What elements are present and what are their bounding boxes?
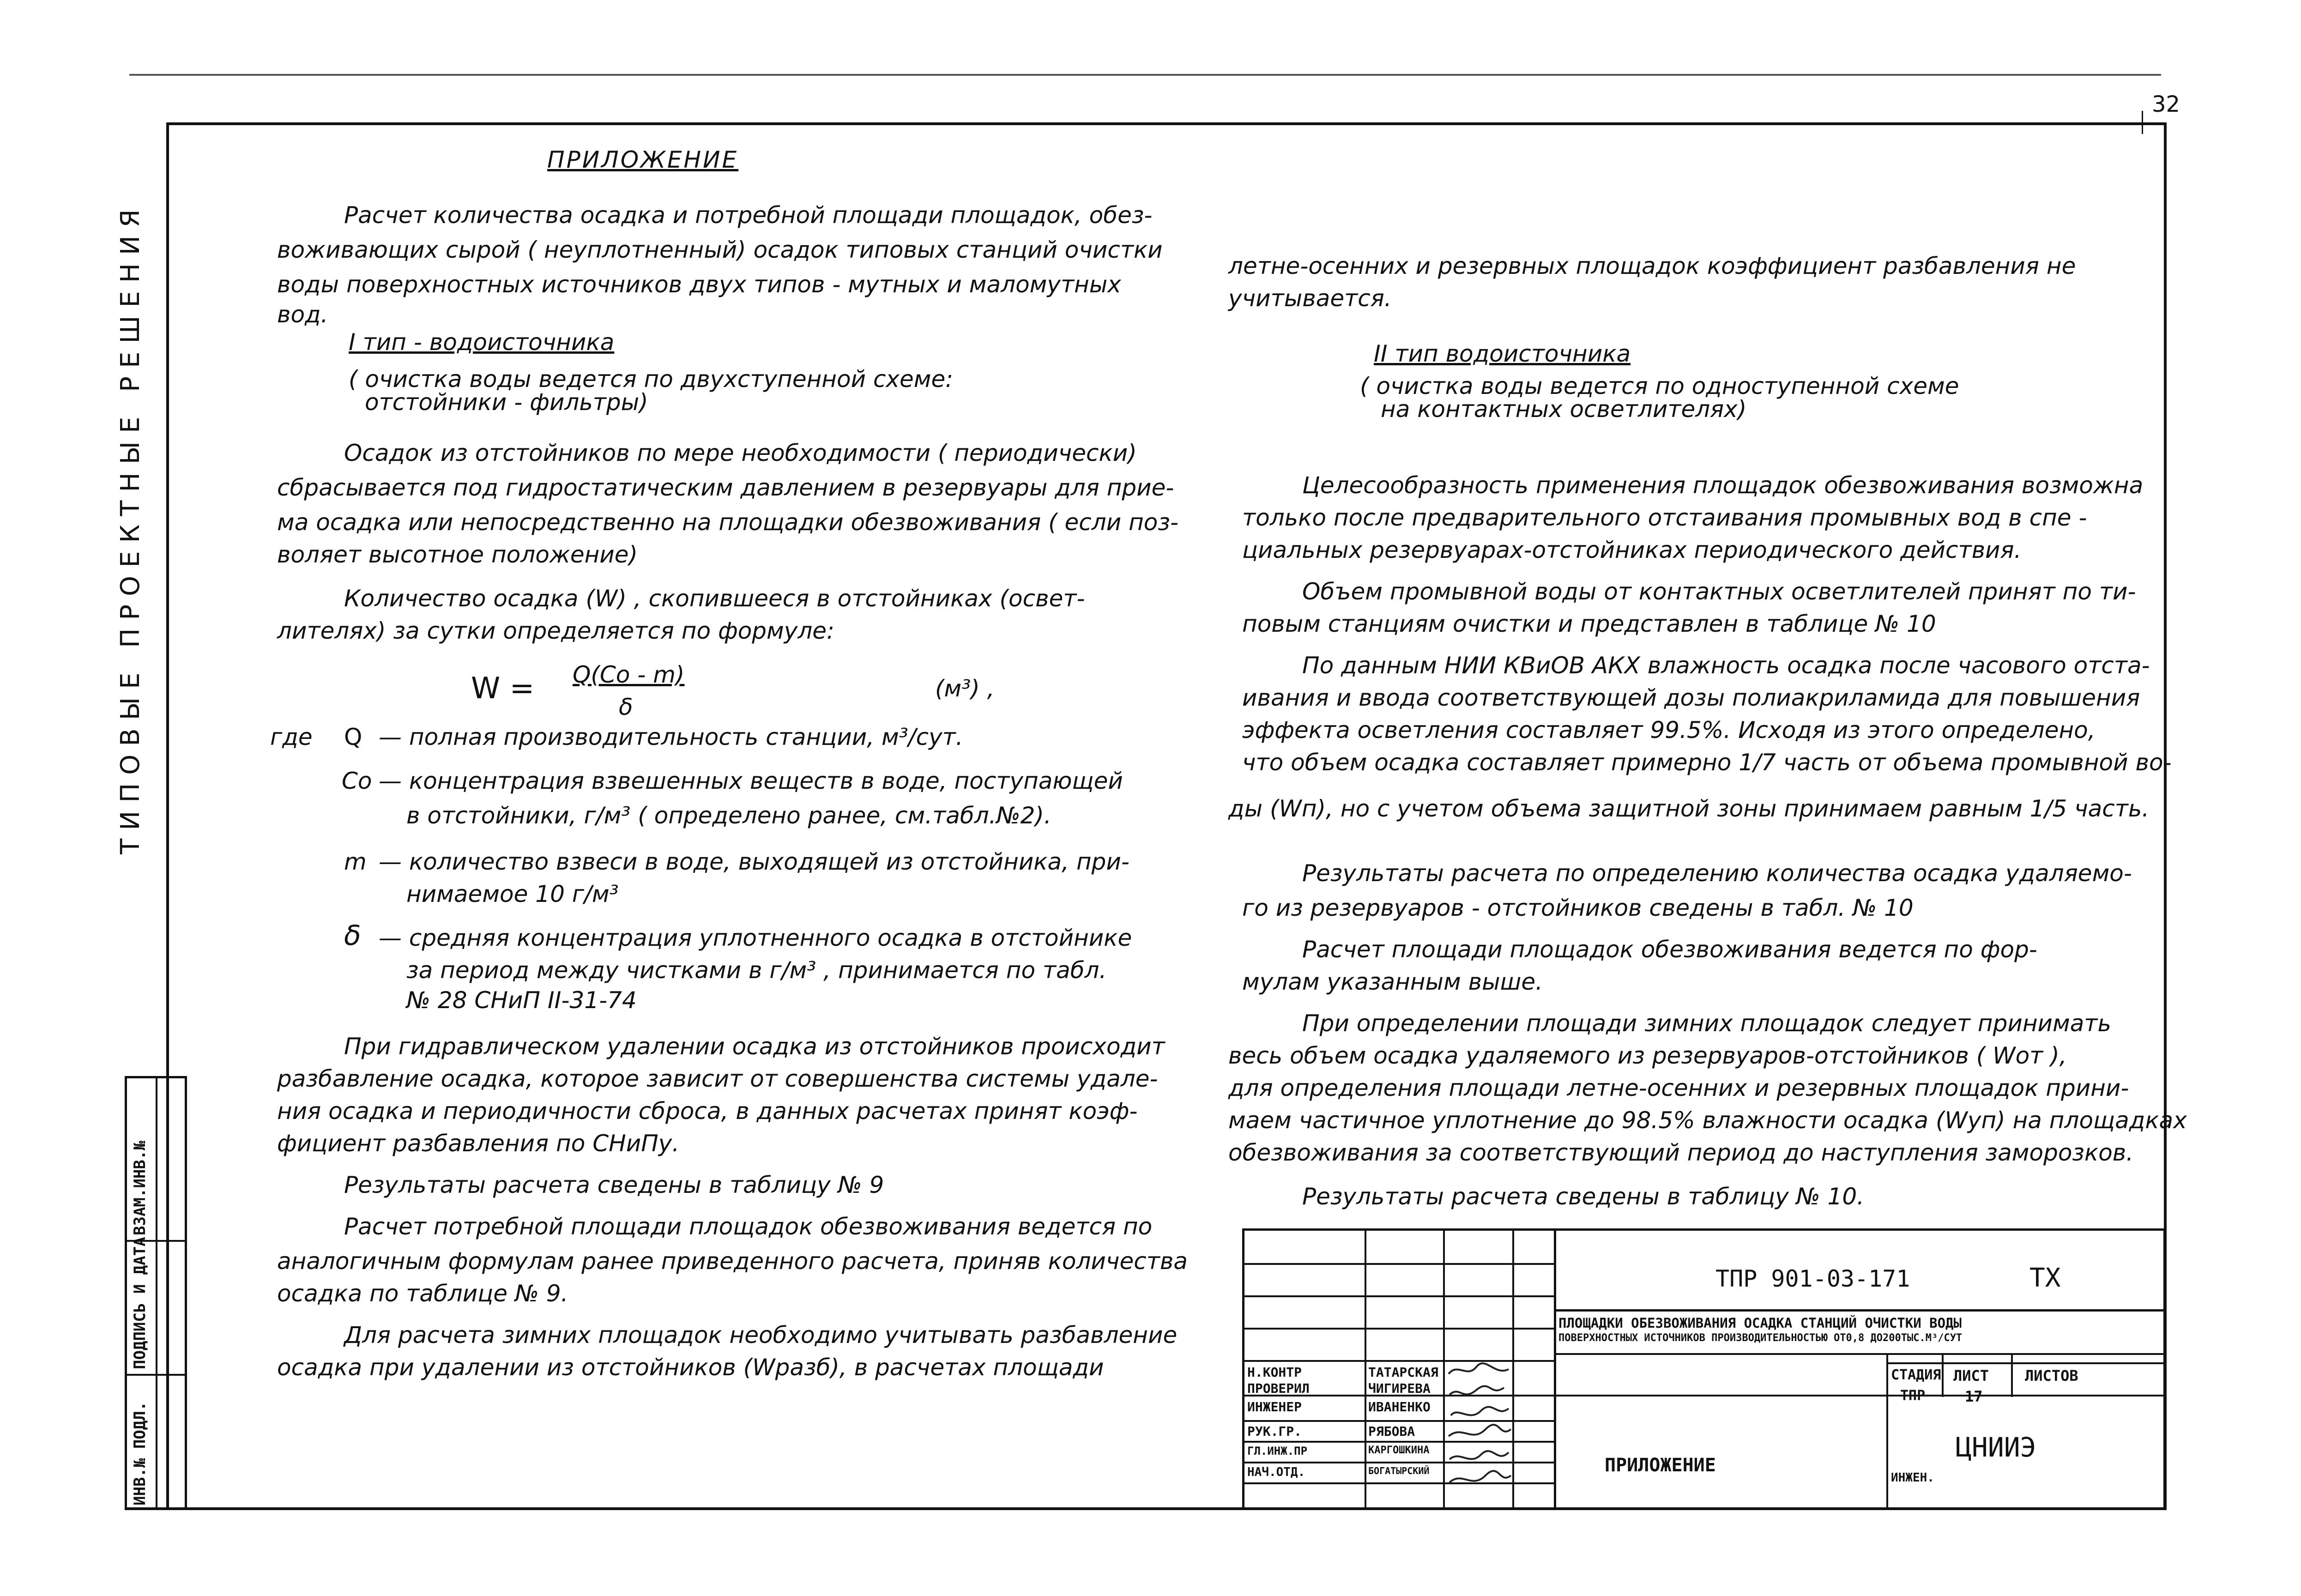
tb-sheets-head: ЛИСТОВ — [2025, 1367, 2078, 1384]
tb-v-right-1 — [1886, 1353, 1888, 1508]
type1-sub-1: ( очистка воды ведется по двухступенной схеме: — [349, 366, 954, 393]
tb-role-2: ПРОВЕРИЛ — [1247, 1381, 1310, 1396]
stamp-label-inv: ИНВ.№ ПОДЛ. — [131, 1401, 149, 1505]
p5-line-2: аналогичным формулам ранее приведенного расчета, приняв количества — [277, 1248, 1188, 1275]
r-p3-line-5: ды (Wп), но с учетом объема защитной зоны принимаем равным 1/5 часть. — [1228, 795, 2150, 822]
p6-line-1: Для расчета зимних площадок необходимо учитывать разбавление — [344, 1322, 1178, 1348]
top-border — [129, 74, 2161, 76]
p2-line-1: Количество осадка (W) , скопившееся в отстойниках (освет- — [344, 585, 1085, 612]
var-delta-desc-3: № 28 СНиП II-31-74 — [406, 987, 637, 1014]
r-p3-line-2: ивания и ввода соответствующей дозы полиакриламида для повышения — [1242, 684, 2140, 711]
r-p5-line-2: мулам указанным выше. — [1242, 968, 1543, 995]
tb-title-1: ПЛОЩАДКИ ОБЕЗВОЖИВАНИЯ ОСАДКА СТАНЦИЙ ОЧИСТКИ ВОДЫ — [1558, 1315, 1962, 1331]
p1-line-2: сбрасывается под гидростатическим давлением в резервуары для прие- — [277, 474, 1174, 501]
var-Co-sym: Cо — [342, 768, 372, 794]
intro-line-3: воды поверхностных источников двух типов - мутных и маломутных — [277, 271, 1121, 298]
tb-title-2: ПОВЕРХНОСТНЫХ ИСТОЧНИКОВ ПРОИЗВОДИТЕЛЬНОСТЬЮ ОТ0,8 ДО200ТЫС.М³/СУТ — [1558, 1332, 1963, 1344]
tb-mark: ТХ — [2029, 1263, 2061, 1293]
p4-line: Результаты расчета сведены в таблицу № 9 — [344, 1172, 884, 1198]
type1-title: I тип - водоисточника — [349, 329, 615, 356]
tb-role-4: РУК.ГР. — [1247, 1424, 1302, 1439]
r-p2-line-1: Объем промывной воды от контактных осветлителей принят по ти- — [1302, 578, 2136, 605]
r-p5-line-1: Расчет площади площадок обезвоживания ведется по фор- — [1302, 936, 2037, 963]
left-stamp — [125, 1076, 187, 1510]
tb-name-1: ТАТАРСКАЯ — [1368, 1365, 1438, 1380]
var-m-desc-1: — количество взвеси в воде, выходящей из отстойника, при- — [379, 848, 1129, 875]
r-p1-line-2: только после предварительного отстаивания промывных вод в спе - — [1242, 504, 2087, 531]
tb-v-right-3 — [2011, 1353, 2013, 1397]
tb-h2 — [1244, 1295, 1554, 1297]
r-p6-line-3: для определения площади летне-осенних и резервных площадок прини- — [1228, 1075, 2129, 1101]
tb-name-6: БОГАТЫРСКИЙ — [1368, 1465, 1430, 1476]
r-p6-line-4: маем частичное уплотнение до 98.5% влажности осадка (Wуп) на площадках — [1228, 1107, 2187, 1134]
r-p4-line-2: го из резервуаров - отстойников сведены в табл. № 10 — [1242, 895, 1914, 921]
tb-h1 — [1244, 1263, 1554, 1265]
var-Q-sym: Q — [344, 724, 362, 750]
tb-role-1: Н.КОНТР — [1247, 1365, 1302, 1380]
tb-v-right-2 — [1942, 1353, 1944, 1397]
tb-name-5: КАРГОШКИНА — [1368, 1445, 1430, 1456]
p3-line-4: фициент разбавления по СНиПу. — [277, 1130, 680, 1157]
r-p3-line-4: что объем осадка составляет примерно 1/7 часть от объема промывной во- — [1242, 749, 2172, 776]
tb-org-sub: ИНЖЕН. — [1891, 1471, 1934, 1485]
formula-lhs: W = — [471, 671, 535, 706]
frame-top — [166, 122, 2166, 125]
r-p2-line-2: повым станциям очистки и представлен в таблице № 10 — [1242, 611, 1936, 637]
tb-h3 — [1244, 1328, 1554, 1330]
title-block — [1242, 1228, 2166, 1510]
var-delta-sym: δ — [344, 919, 361, 952]
type1-sub-2: отстойники - фильтры) — [365, 389, 648, 416]
tb-sheet: 17 — [1965, 1388, 1983, 1405]
r-cont-1: летне-осенних и резервных площадок коэффициент разбавления не — [1228, 253, 2076, 279]
r-p4-line-1: Результаты расчета по определению количества осадка удаляемо- — [1302, 860, 2132, 887]
tb-role-3: ИНЖЕНЕР — [1247, 1399, 1302, 1415]
p3-line-3: ния осадка и периодичности сброса, в данных расчетах принят коэф- — [277, 1098, 1138, 1124]
tb-org: ЦНИИЭ — [1956, 1432, 2036, 1463]
tb-name-4: РЯБОВА — [1368, 1424, 1415, 1439]
tb-sheet-name: ПРИЛОЖЕНИЕ — [1605, 1455, 1716, 1476]
formula-unit: (м³) , — [935, 675, 995, 702]
tb-doc-code: ТПР 901-03-171 — [1715, 1265, 1910, 1292]
formula-denominator: δ — [619, 694, 633, 720]
r-p6-line-1: При определении площади зимних площадок следует принимать — [1302, 1010, 2111, 1037]
var-delta-desc-1: — средняя концентрация уплотненного осадка в отстойнике — [379, 925, 1132, 951]
where-word: где — [270, 724, 313, 750]
page-number: 32 — [2152, 91, 2180, 117]
r-p7-line: Результаты расчета сведены в таблицу № 10. — [1302, 1183, 1865, 1210]
p1-line-4: воляет высотное положение) — [277, 541, 638, 568]
r-p3-line-1: По данным НИИ КВиОВ АКХ влажность осадка после часового отста- — [1302, 652, 2150, 679]
p2-line-2: лителях) за сутки определяется по формуле: — [277, 617, 834, 644]
tb-role-6: НАЧ.ОТД. — [1247, 1465, 1305, 1479]
side-title: ТИПОВЫЕ ПРОЕКТНЫЕ РЕШЕНИЯ — [115, 201, 145, 854]
p6-line-2: осадка при удалении из отстойников (Wразб), в расчетах площади — [277, 1354, 1104, 1381]
r-p3-line-3: эффекта осветления составляет 99.5%. Исходя из этого определено, — [1242, 717, 2096, 744]
formula-numerator: Q(Cо - m) — [573, 661, 685, 688]
tb-h-right-2 — [1886, 1362, 2163, 1364]
p5-line-1: Расчет потребной площади площадок обезвоживания ведется по — [344, 1213, 1153, 1240]
p3-line-1: При гидравлическом удалении осадка из отстойников происходит — [344, 1033, 1165, 1060]
tb-v4 — [1554, 1231, 1556, 1508]
var-Co-desc-2: в отстойники, г/м³ ( определено ранее, см.табл.№2). — [406, 802, 1051, 829]
var-delta-desc-2: за период между чистками в г/м³ , принимается по табл. — [406, 957, 1107, 984]
p5-line-3: осадка по таблице № 9. — [277, 1280, 568, 1307]
r-p1-line-1: Целесообразность применения площадок обезвоживания возможна — [1302, 472, 2144, 499]
type2-title: II тип водоисточника — [1374, 340, 1631, 367]
tb-h-right-3 — [1554, 1353, 2163, 1355]
tb-name-3: ИВАНЕНКО — [1368, 1399, 1431, 1415]
var-Q-desc: — полная производительность станции, м³/сут. — [379, 724, 963, 750]
intro-line-2: воживающих сырой ( неуплотненный) осадок типовых станций очистки — [277, 236, 1163, 263]
r-p1-line-3: циальных резервуарах-отстойниках периодического действия. — [1242, 537, 2022, 563]
tb-stage: ТПР — [1900, 1388, 1926, 1404]
intro-line-4: вод. — [277, 301, 328, 328]
tb-role-5: ГЛ.ИНЖ.ПР — [1247, 1445, 1308, 1457]
r-p6-line-2: весь объем осадка удаляемого из резервуаров-отстойников ( Wот ), — [1228, 1042, 2067, 1069]
type2-sub-2: на контактных осветлителях) — [1381, 396, 1747, 423]
page-number-tick — [2142, 111, 2143, 134]
type2-sub-1: ( очистка воды ведется по одноступенной схеме — [1360, 373, 1959, 399]
p3-line-2: разбавление осадка, которое зависит от совершенства системы удале- — [277, 1065, 1158, 1092]
tb-sheet-head: ЛИСТ — [1953, 1367, 1989, 1384]
tb-v1 — [1365, 1231, 1366, 1508]
p1-line-1: Осадок из отстойников по мере необходимости ( периодически) — [344, 440, 1137, 466]
tb-name-2: ЧИГИРЕВА — [1368, 1381, 1431, 1396]
tb-stage-head: СТАДИЯ — [1891, 1367, 1941, 1383]
intro-line-1: Расчет количества осадка и потребной площади площадок, обез- — [344, 202, 1153, 229]
signatures — [1444, 1360, 1513, 1508]
r-p6-line-5: обезвоживания за соответствующий период до наступления заморозков. — [1228, 1139, 2134, 1166]
stamp-label-sign: ПОДПИСЬ И ДАТА — [131, 1237, 149, 1369]
var-m-sym: m — [344, 848, 367, 875]
appendix-heading: ПРИЛОЖЕНИЕ — [547, 146, 739, 173]
stamp-label-replace: ВЗАМ.ИНВ.№ — [131, 1141, 149, 1235]
p1-line-3: ма осадка или непосредственно на площадки обезвоживания ( если поз- — [277, 509, 1179, 536]
stamp-sep-2 — [127, 1374, 187, 1376]
r-cont-2: учитывается. — [1228, 285, 1392, 312]
var-Co-desc-1: — концентрация взвешенных веществ в воде, поступающей — [379, 768, 1123, 794]
stamp-divider — [156, 1078, 157, 1508]
tb-h-right-1 — [1554, 1309, 2163, 1312]
var-m-desc-2: нимаемое 10 г/м³ — [406, 881, 619, 907]
